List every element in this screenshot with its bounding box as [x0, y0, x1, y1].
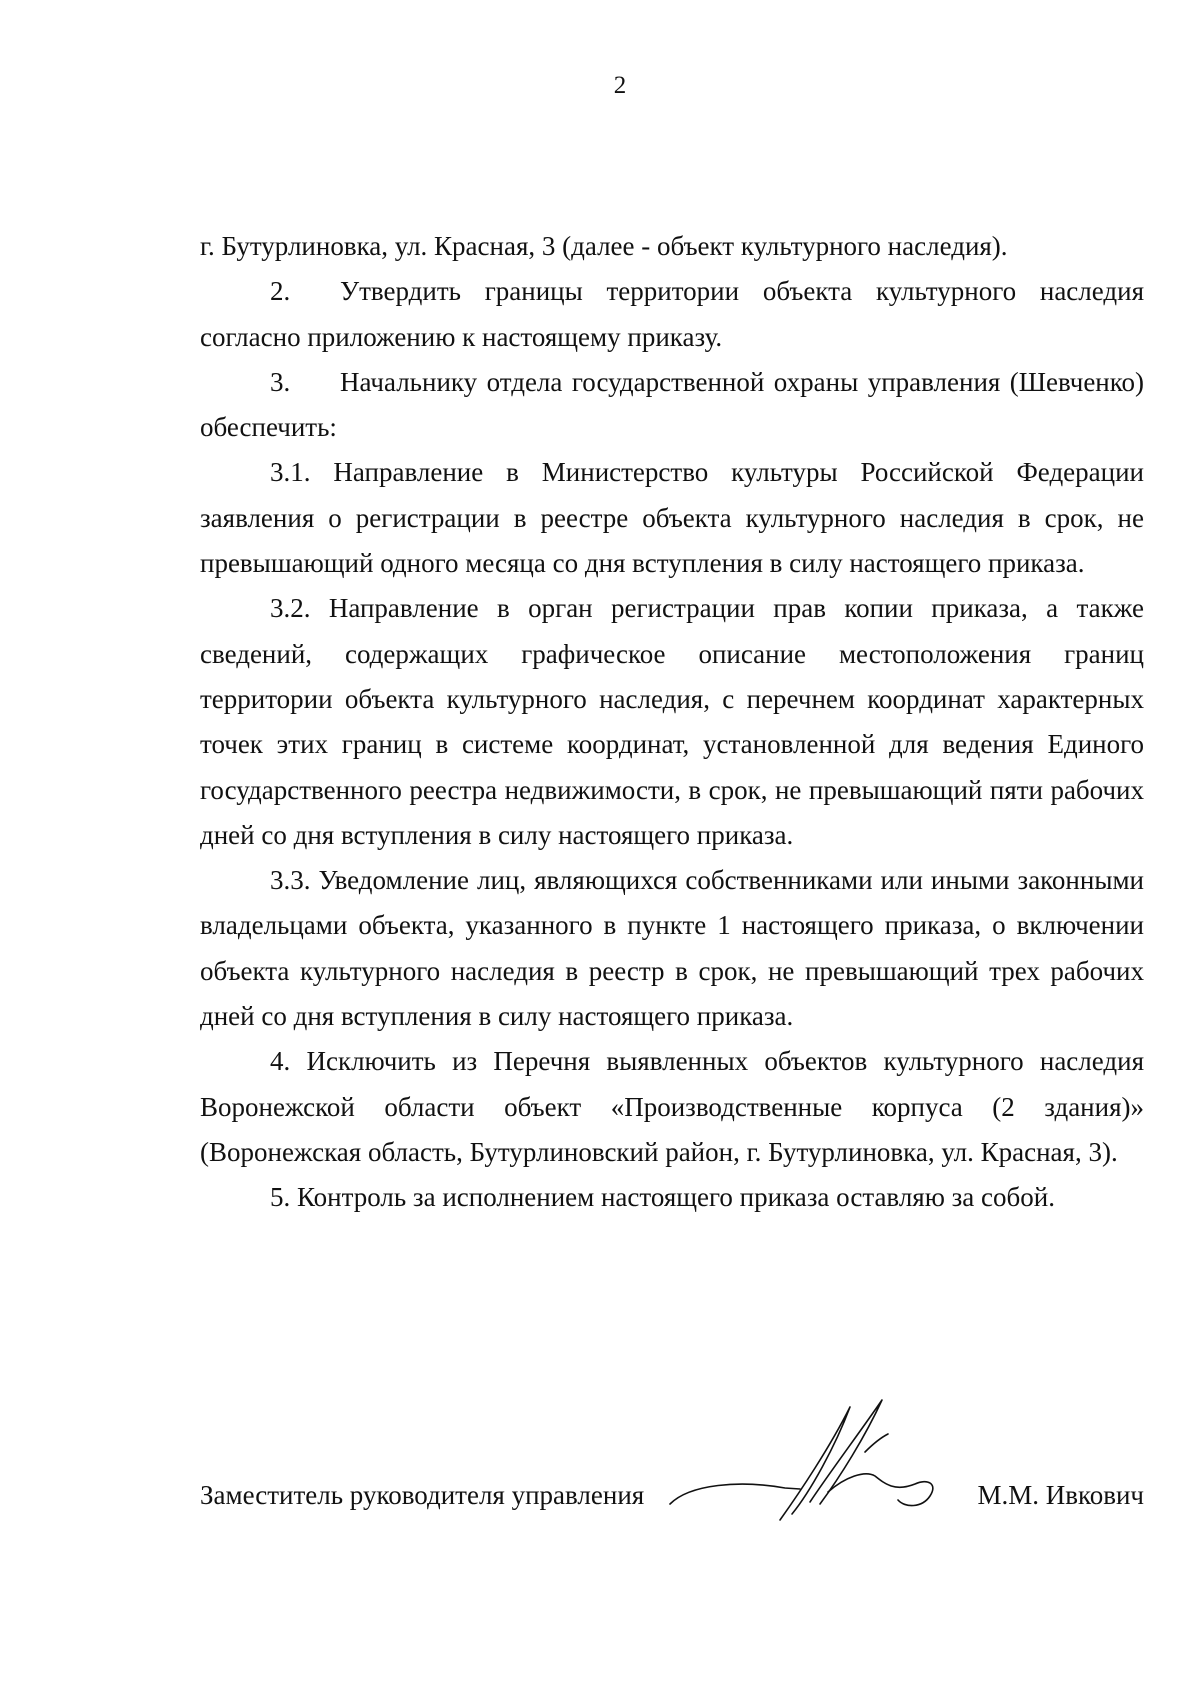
paragraph-3-number: 3. [270, 366, 291, 397]
signatory-role: Заместитель руководителя управления [200, 1480, 645, 1510]
paragraph-3-3: 3.3. Уведомление лиц, являющихся собственниками или иными законными владельцами объекта, указанного в пункте 1 настоящего приказа, о включении объекта культурного наследия в реестр в срок, не превышающий трех рабочих дней со дня вступления в силу настоящего приказа. [200, 865, 1144, 1032]
handwritten-signature [660, 1392, 960, 1532]
paragraph-3-2: 3.2. Направление в орган регистрации прав копии приказа, а также сведений, содержащих графическое описание местоположения границ территории объекта культурного наследия, с перечнем координат характерных точек этих границ в системе координат, установленной для ведения Единого государственного реестра недвижимости, в срок, не превышающий пяти рабочих дней со дня вступления в силу настоящего приказа. [200, 593, 1144, 850]
paragraph-3-1: 3.1. Направление в Министерство культуры Российской Федерации заявления о регистрации в реестре объекта культурного наследия в срок, не превышающий одного месяца со дня вступления в силу настоящего приказа. [200, 457, 1144, 579]
paragraph-3 [200, 360, 1144, 451]
paragraph-address: г. Бутурлиновка, ул. Красная, 3 (далее - объект культурного наследия). [200, 231, 1008, 261]
page-number: 2 [613, 72, 627, 99]
paragraph-3-text: Начальнику отдела государственной охраны управления (Шевченко) обеспечить: [200, 366, 1144, 443]
paragraph-2-number: 2. [270, 276, 291, 307]
signatory-name: М.М. Ивкович [977, 1480, 1144, 1510]
document-body [200, 224, 1144, 1221]
paragraph-2-text: Утвердить границы территории объекта культурного наследия согласно приложению к настоящему приказу. [200, 276, 1144, 352]
paragraph-2 [200, 269, 1144, 360]
paragraph-5: 5. Контроль за исполнением настоящего приказа оставляю за собой. [270, 1182, 1055, 1213]
paragraph-4: 4. Исключить из Перечня выявленных объектов культурного наследия Воронежской области объект «Производственные корпуса (2 здания)» (Воронежская область, Бутурлиновский район, г. Бутурлиновка, ул. Красная, 3). [200, 1046, 1144, 1167]
signature-block [200, 1470, 1144, 1530]
